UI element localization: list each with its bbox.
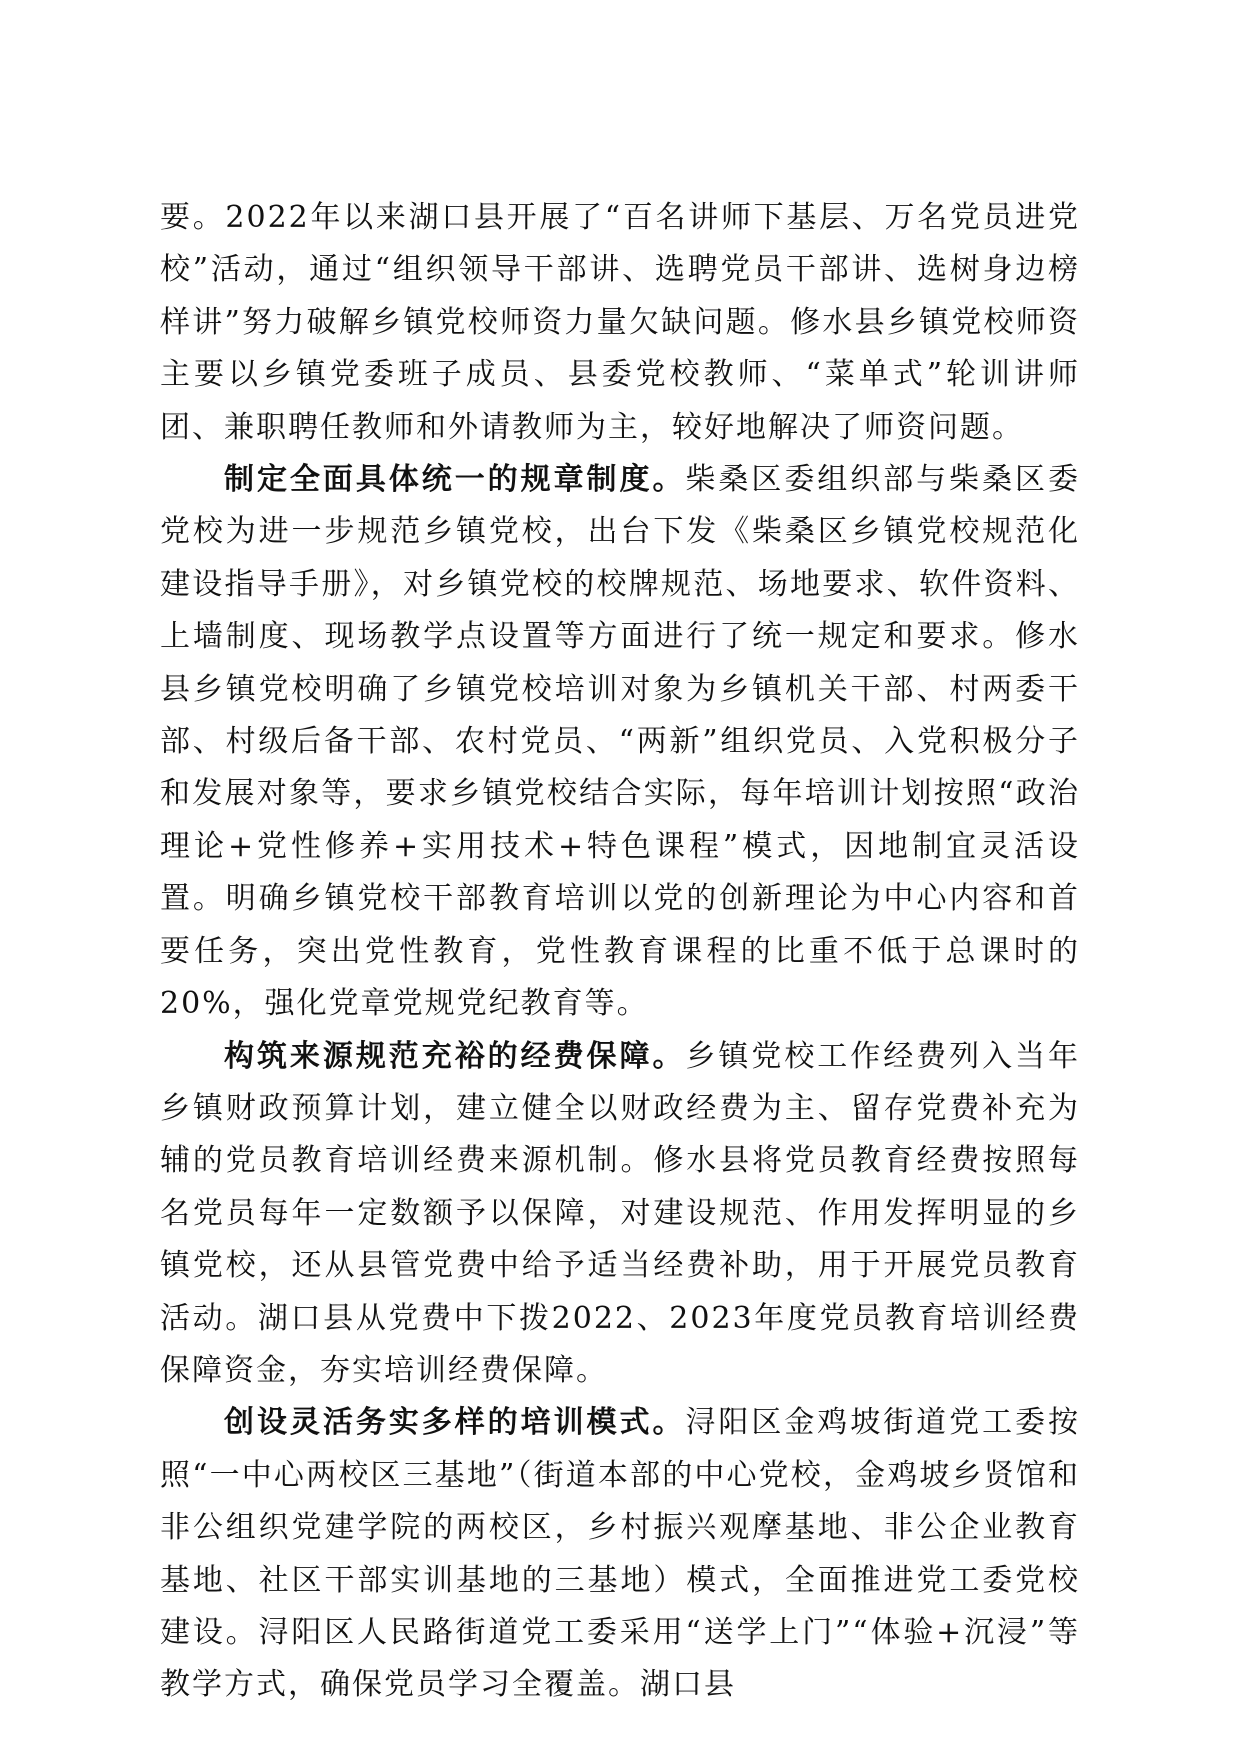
paragraph-text: 乡镇党校工作经费列入当年乡镇财政预算计划，建立健全以财政经费为主、留存党费补充为辅的党员教育培训经费来源机制。修水县将党员教育经费按照每名党员每年一定数额予以保障，对建设规范、作用发挥明显的乡镇党校，还从县管党费中给予适当经费补助，用于开展党员教育活动。湖口县从党费中下拨2022、2023年度党员教育培训经费保障资金，夯实培训经费保障。 [160,1038,1081,1388]
paragraph-heading: 构筑来源规范充裕的经费保障。 [224,1038,686,1074]
paragraph-heading: 制定全面具体统一的规章制度。 [224,462,686,498]
paragraph-heading: 创设灵活务实多样的培训模式。 [224,1405,686,1441]
paragraph-training-modes [160,1397,1080,1711]
document-page [160,192,1080,1712]
paragraph-text: 浔阳区金鸡坡街道党工委按照“一中心两校区三基地”（街道本部的中心党校，金鸡坡乡贤馆和非公组织党建学院的两校区，乡村振兴观摩基地、非公企业教育基地、社区干部实训基地的三基地）模式，全面推进党工委党校建设。浔阳区人民路街道党工委采用“送学上门”“体验+沉浸”等教学方式，确保党员学习全覆盖。湖口县 [160,1405,1081,1703]
paragraph-text: 柴桑区委组织部与柴桑区委党校为进一步规范乡镇党校，出台下发《柴桑区乡镇党校规范化建设指导手册》，对乡镇党校的校牌规范、场地要求、软件资料、上墙制度、现场教学点设置等方面进行了统一规定和要求。修水县乡镇党校明确了乡镇党校培训对象为乡镇机关干部、村两委干部、村级后备干部、农村党员、“两新”组织党员、入党积极分子和发展对象等，要求乡镇党校结合实际，每年培训计划按照“政治理论+党性修养+实用技术+特色课程”模式，因地制宜灵活设置。明确乡镇党校干部教育培训以党的创新理论为中心内容和首要任务，突出党性教育，党性教育课程的比重不低于总课时的20%，强化党章党规党纪教育等。 [160,462,1081,1022]
paragraph-text: 要。2022年以来湖口县开展了“百名讲师下基层、万名党员进党校”活动，通过“组织领导干部讲、选聘党员干部讲、选树身边榜样讲”努力破解乡镇党校师资力量欠缺问题。修水县乡镇党校师资主要以乡镇党委班子成员、县委党校教师、“菜单式”轮训讲师团、兼职聘任教师和外请教师为主，较好地解决了师资问题。 [160,200,1080,445]
paragraph-regulations [160,454,1080,1030]
paragraph-continuation [160,192,1080,454]
paragraph-funding [160,1031,1080,1398]
